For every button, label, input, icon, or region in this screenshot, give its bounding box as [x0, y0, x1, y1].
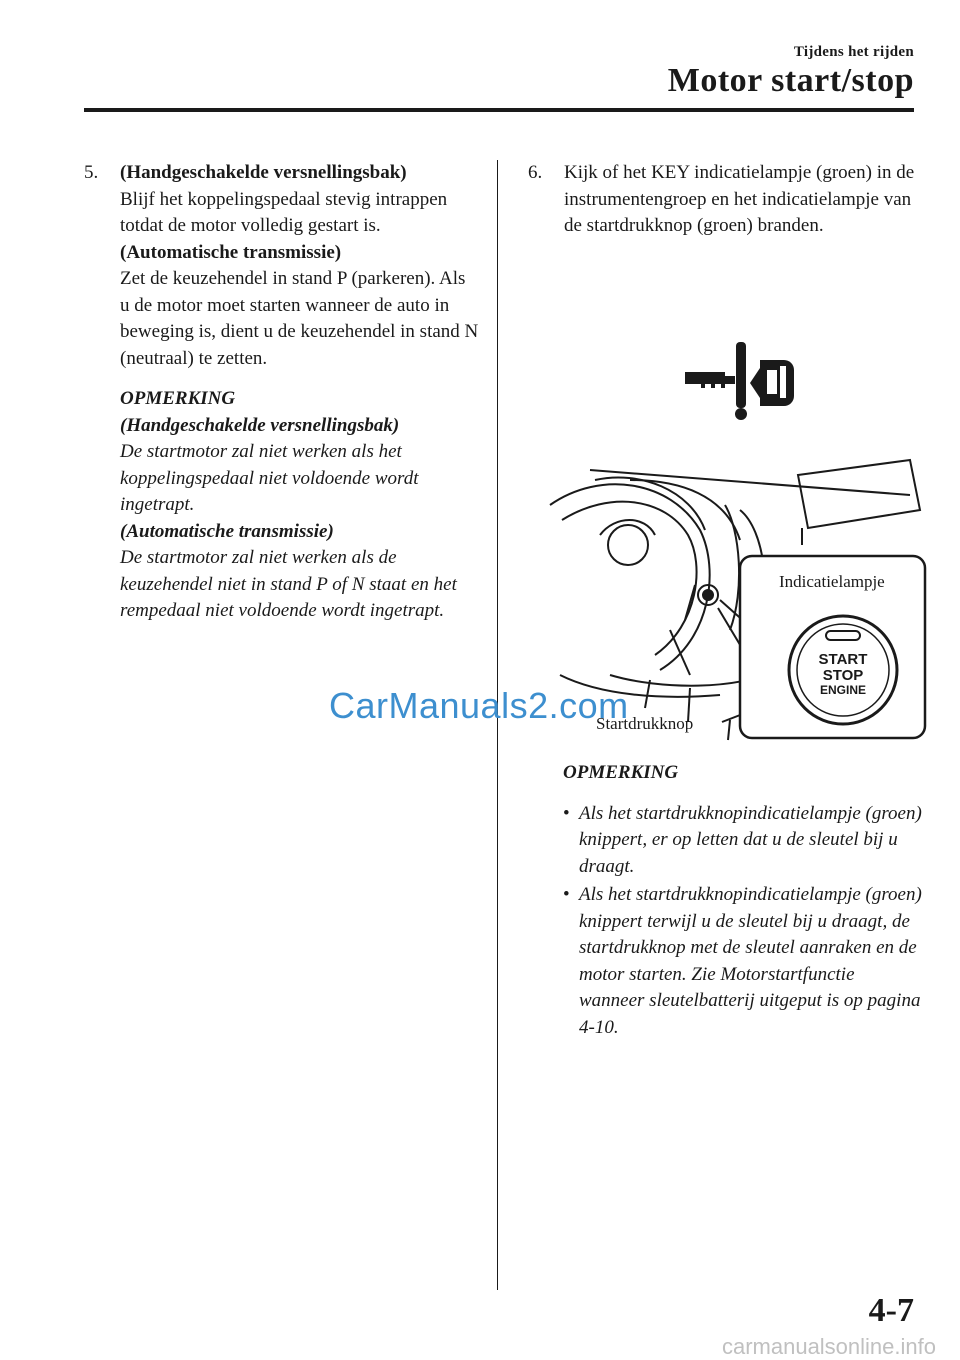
bullet-icon: •	[563, 802, 570, 824]
bullet-icon: •	[563, 884, 570, 905]
note-auto-text: De startmotor zal niet werken als de keuzehendel niet in stand P of N staat en het rempedaal niet voldoende wordt ingetrapt.	[120, 547, 457, 621]
button-text-stop: STOP	[822, 667, 864, 684]
step-number: 6.	[528, 162, 543, 183]
manual-heading: (Handgeschakelde versnellingsbak)	[120, 162, 407, 183]
list-item	[563, 882, 923, 1041]
header-rule	[84, 108, 914, 112]
auto-heading: (Automatische transmissie)	[120, 241, 342, 263]
button-text-engine: ENGINE	[819, 683, 867, 697]
right-column	[528, 160, 918, 240]
step-5	[84, 160, 479, 372]
step-body	[120, 160, 479, 372]
auto-text: Zet de keuzehendel in stand P (parkeren). Als u de motor moet starten wanneer de auto in beweging is, dient u de keuzehendel in stand N (neutraal) te zetten.	[120, 268, 479, 369]
manual-text: Blijf het koppelingspedaal stevig intrappen totdat de motor volledig gestart is.	[120, 188, 448, 236]
key-warning-icon	[685, 342, 794, 420]
note-manual-heading: (Handgeschakelde versnellingsbak)	[120, 414, 400, 436]
step-6	[528, 160, 918, 240]
note-title: OPMERKING	[563, 762, 679, 783]
note-manual-text: De startmotor zal niet werken als het koppelingspedaal niet voldoende wordt ingetrapt.	[120, 441, 419, 515]
footer-watermark: carmanualsonline.info	[721, 1334, 936, 1359]
list-item	[563, 801, 923, 881]
note-title: OPMERKING	[120, 388, 236, 409]
left-column	[84, 160, 479, 625]
note-auto-heading: (Automatische transmissie)	[120, 520, 334, 542]
page-title: Motor start/stop	[667, 62, 914, 99]
bullet-text: Als het startdrukknopindicatielampje (groen) knippert, er op letten dat u de sleutel bij u draagt.	[579, 802, 922, 877]
page-number: 4-7	[868, 1292, 914, 1329]
section-name: Tijdens het rijden	[793, 44, 914, 60]
step-number: 5.	[84, 162, 99, 183]
step-body: Kijk of het KEY indicatielampje (groen) in de instrumentengroep en het indicatielampje van de startdrukknop (groen) branden.	[564, 162, 915, 236]
label-start-button: Startdrukknop	[596, 714, 694, 733]
watermark-logo: CarManuals2.com	[329, 685, 629, 726]
note-right	[563, 760, 923, 1043]
bullet-text: Als het startdrukknopindicatielampje (groen) knippert terwijl u de sleutel bij u draagt, de startdrukknop met de sleutel aanraken en de motor starten. Zie Motorstartfunctie wanneer sleutelbatterij uitgeput is op pagina 4-10.	[579, 884, 922, 1038]
button-text-start: START	[818, 651, 868, 668]
label-indicator: Indicatielampje	[779, 572, 885, 591]
note-left	[84, 386, 479, 625]
